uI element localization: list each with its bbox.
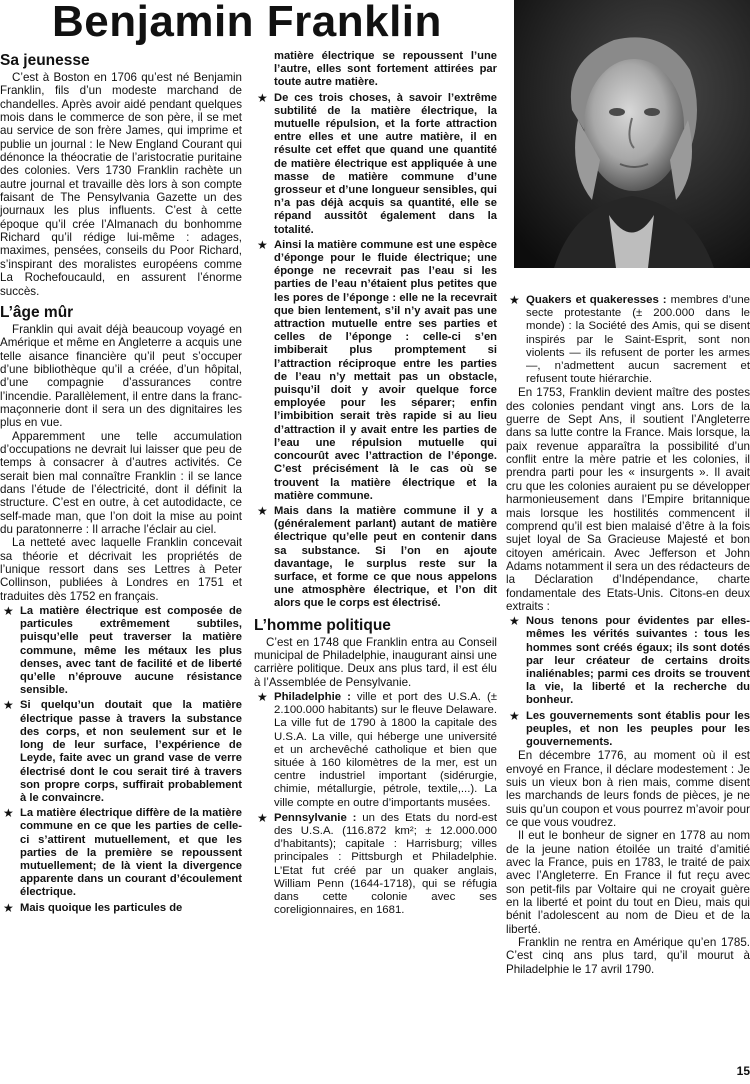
list-item: ★ Mais dans la matière commune il y a (généralement parlant) autant de matière électrique qu’elle peut en contenir dans sa substance. Si l’on en ajoute davantage, le surplus reste sur la surface, et forme ce que nous appelons une atmosphère électrique, et l’on dit alors que le corps est électrisé. (257, 503, 497, 610)
paragraph-right-4: Franklin ne rentra en Amérique qu’en 1785. C’est cinq ans plus tard, qu’il mourut à Philadelphie le 17 avril 1790. (506, 936, 750, 976)
column-middle (254, 50, 497, 917)
star-icon: ★ (257, 237, 268, 252)
star-icon: ★ (509, 293, 520, 307)
star-icon: ★ (257, 810, 268, 825)
paragraph-right-3: Il eut le bonheur de signer en 1778 au nom de la jeune nation étoilée un traité d’amitié avec la France, puis en 1783, le traité de paix avec l’Angleterre. En France il fut reçu avec son petit-fils par Voltaire qui ne croyait guère en la liberté et point du tout en Dieu, mais qui bénit l’adolescent au nom de Dieu et de la liberté. (506, 829, 750, 936)
paragraph-mature-1: Franklin qui avait déjà beaucoup voyagé en Amérique et même en Angleterre a acquis une telle aisance financière qu’il peut s’occuper d’une bibliothèque qu’il a créée, d’un hôpital, d’une compagnie d’assurances contre l’incendie. Parallèlement, il entre dans la franc-maçonnerie dont il sera un des dignitaires les plus en vue. (0, 322, 242, 430)
list-item: ★ Mais quoique les particules de (3, 900, 183, 915)
page-number: 15 (736, 1064, 750, 1078)
heading-politic: L’homme politique (254, 616, 391, 634)
quote-continuation: matière électrique se repoussent l’une l’autre, elles sont fortement attirées par toute autre matière. (274, 50, 497, 89)
list-item: ★ La matière électrique est composée de particules extrêmement subtiles, puisqu’elle peut traverser la matière commune, même les métaux les plus denses, avec tant de facilité et de liberté qu’elle n’éprouve aucune résistance sensible. (3, 604, 242, 697)
column-right (506, 292, 750, 976)
star-icon: ★ (3, 900, 14, 915)
franklin-portrait (514, 0, 750, 268)
star-icon: ★ (509, 614, 520, 629)
star-icon: ★ (257, 503, 268, 518)
list-item: ★ Si quelqu’un doutait que la matière électrique passe à travers la substance des corps, et non seulement sur et le long de leur surface, l’expérience de Leyde, faite avec un grand vase de verre électrisé dont le cou serait tiré à travers son propre corps, suffirait probablement à le convaincre. (3, 698, 242, 804)
list-item: ★ De ces trois choses, à savoir l’extrême subtilité de la matière électrique, la mutuelle répulsion, et la forte attraction entre elles et une autre matière, il en résulte cet effet que quand une quantité de matière électrique est appliquée à une masse de matière commune d’une grosseur et d’une longueur sensibles, qui n’a pas déjà acquis sa quantité, elle se répand aussitôt également dans la totalité. (257, 90, 497, 236)
list-item: ★ La matière électrique diffère de la matière commune en ce que les parties de celle-ci s’attirent mutuellement, et que les parties de la première se repoussent mutuellement; de là vient la divergence apparente dans un courant d’écoulement électrique. (3, 806, 242, 899)
list-item: ★ Nous tenons pour évidentes par elles-mêmes les vérités suivantes : tous les hommes sont créés égaux; ils sont dotés par leur créateur de certains droits inaliénables; parmi ces droits se trouvent la vie, la liberté et la recherche du bonheur. (509, 614, 750, 707)
paragraph-mature-3: La netteté avec laquelle Franklin concevait sa théorie et décrivait les propriétés de l’unique ressort dans ses Lettres à Peter Collinson, publiées à Londres en 1751 et traduites dès 1752 en français. (0, 536, 242, 603)
column-left (0, 52, 242, 915)
page-title: Benjamin Franklin (52, 0, 442, 46)
star-icon: ★ (3, 698, 14, 713)
list-item: ★ Les gouvernements sont établis pour les peuples, et non les peuples pour les gouvernements. (509, 708, 750, 749)
paragraph-mature-2: Apparemment une telle accumulation d’occupations ne devrait lui laisser que peu de temps à consacrer à d’autres activités. Ce serait bien mal connaître Franklin : il se lance dans l’étude de l’électricité, dont il définit la structure. C’est en outre, à cet autodidacte, ce self-made man, que l’on doit la mise au point du paratonnerre : Il arrache l’éclair au ciel. (0, 429, 242, 536)
star-icon: ★ (3, 806, 14, 821)
star-icon: ★ (257, 689, 268, 704)
star-icon: ★ (257, 90, 268, 105)
heading-mature: L’âge mûr (0, 303, 74, 321)
list-item: ★ Philadelphie : ville et port des U.S.A. (± 2.100.000 habitants) sur le fleuve Delaware. La ville fut de 1790 à 1800 la capitale des U.S.A. La ville, qui héberge une université et un archevêché catholique et bien que située à 160 kilomètres de la mer, est un centre industriel important (sidérurgie, chimie, métallurgie, pétrole, textile,...). La ville compte en outre d’importants musées. (257, 689, 497, 809)
paragraph-right-2: En décembre 1776, au moment où il est envoyé en France, il déclare modestement : Je suis un vieux bon à rien mais, comme disent les marchands de leurs fonds de pièces, je ne suis qu’un coupon et vous pourrez m’avoir pour ce que vous voudrez. (506, 749, 750, 830)
list-item: ★ Pennsylvanie : un des Etats du nord-est des U.S.A. (116.872 km²; ± 12.000.000 d’habitants); capitale : Harrisburg; villes principales : Pittsburgh et Philadelphie. L’Etat fut créé par un quaker anglais, William Penn (1644-1718), qui se réfugia dans cette colonie avec ses coreligionnaires, en 1681. (257, 810, 497, 917)
list-item: ★ Ainsi la matière commune est une espèce d’éponge pour le fluide électrique; une éponge ne recevrait pas l’eau si les parties de l’eau n’étaient plus petites que les pores de l’éponge : elle ne la recevrait que bien lentement, s’il n’y avait pas une attraction mutuelle entre ses parties et celles de l’éponge : celle-ci s’en imbiberait plus promptement si l’attraction réciproque entre les parties de l’eau n’y mettait pas un obstacle, puisqu’il doit y avoir quelque force employée pour les séparer; enfin l’imbibition serait très rapide si au lieu d’attraction il y avait entre les parties de l’eau une répulsion mutuelle qui concourût avec l’attraction de l’éponge. C’est précisément là le cas où se trouvent la matière électrique et la matière commune. (257, 237, 497, 502)
paragraph-right-1: En 1753, Franklin devient maître des postes des colonies pendant vingt ans. Lors de la guerre de Sept Ans, il soutient l’Angleterre dans sa lutte contre la France. Mais lorsque, la paix revenue apparaîtra la possibilité d’un conflit entre la mère patrie et les colonies, il prendra parti pour les « insurgents ». Il avait cru que les colonies auraient pu se développer harmonieusement dans l’Empire britannique mais lorsque les hostilités commencent il comprend qu’il est bien malaisé d’être à la fois sujet loyal de Sa Gracieuse Majesté et bon citoyen américain. Avec Jefferson et John Adams notamment il sera un des rédacteurs de la Déclaration d’Indépendance, charte fondamentale des Etats-Unis. Citons-en deux extraits : (506, 386, 750, 613)
star-icon: ★ (3, 604, 14, 619)
list-item: ★ Quakers et quakeresses : membres d’une secte protestante (± 200.000 dans le monde) : la Société des Amis, qui se disent inspirés par le Saint-Esprit, sont non violents — ils refusent de porter les armes —, n’admettent aucun sacrement et refusent toute hiérarchie. (509, 293, 750, 386)
star-icon: ★ (509, 708, 520, 723)
paragraph-politic: C’est en 1748 que Franklin entra au Conseil municipal de Philadelphie, inaugurant ainsi une carrière politique. Deux ans plus tard, il est élu à l’Assemblée de Pensylvanie. (254, 635, 497, 689)
heading-youth: Sa jeunesse (0, 52, 90, 69)
paragraph-youth: C’est à Boston en 1706 qu’est né Benjamin Franklin, fils d’un modeste marchand de chandelles. Après avoir aidé pendant quelques mois dans le commerce de son père, il se met au service de son frère James, qui imprime et publie un journal : le New England Courant qui dénonce la théocratie de l’aristocratie puritaine des colonies. Vers 1730 Franklin rachète un autre journal et travaille dès lors à son compte faisant de The Pensylvania Gazette un des journaux les plus influents. C’est à cette époque qu’il crée l’Almanach du bonhomme Richard qu’il rédige lui-même : adages, maximes, pensées, conseils du Poor Richard, s’inspirant des moralistes européens comme La Rochefoucauld, en assurent l’énorme succès. (0, 71, 242, 298)
